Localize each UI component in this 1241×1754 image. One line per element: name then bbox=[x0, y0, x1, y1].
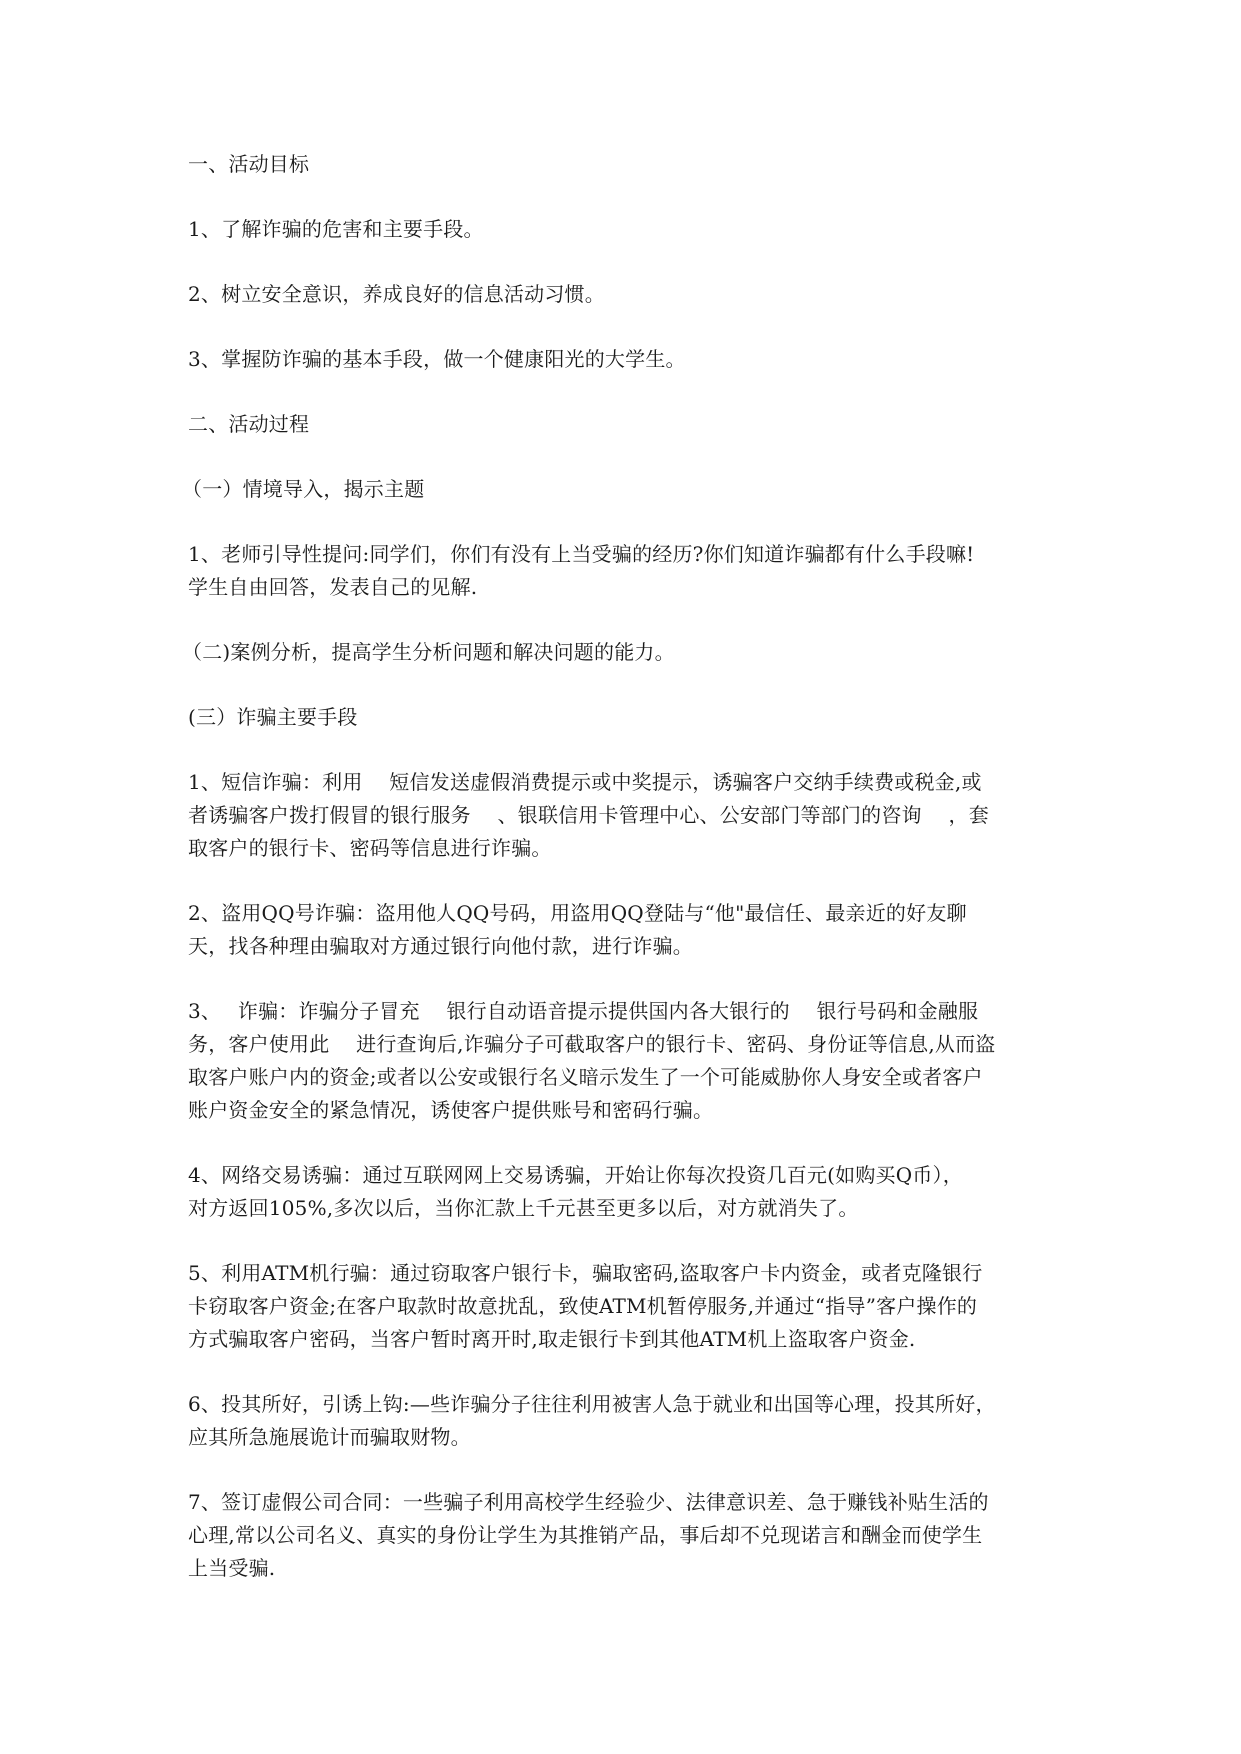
paragraph-line: 学生自由回答，发表自己的见解. bbox=[188, 575, 478, 599]
section-heading-process bbox=[188, 408, 1068, 441]
paragraph-line: 对方返回105%,多次以后，当你汇款上千元甚至更多以后，对方就消失了。 bbox=[188, 1196, 859, 1220]
paragraph-line: 2、盗用QQ号诈骗：盗用他人QQ号码，用盗用QQ登陆与“他"最信任、最亲近的好友聊 bbox=[188, 901, 967, 925]
goal-item-1 bbox=[188, 213, 1068, 246]
subsection-heading-text: （二)案例分析，提高学生分析问题和解决问题的能力。 bbox=[182, 640, 675, 664]
paragraph-line: 方式骗取客户密码，当客户暂时离开时,取走银行卡到其他ATM机上盗取客户资金. bbox=[188, 1327, 916, 1351]
paragraph-line: 6、投其所好，引诱上钩:—些诈骗分子往往利用被害人急于就业和出国等心理，投其所好， bbox=[188, 1392, 996, 1416]
goal-text: 1、了解诈骗的危害和主要手段。 bbox=[188, 217, 484, 241]
fraud-method-6 bbox=[188, 1388, 1068, 1454]
paragraph-line: 务，客户使用此 进行查询后,诈骗分子可截取客户的银行卡、密码、身份证等信息,从而盗 bbox=[188, 1032, 996, 1056]
fraud-method-2 bbox=[188, 897, 1068, 963]
fraud-method-1 bbox=[188, 766, 1068, 865]
paragraph-line: 3、 诈骗：诈骗分子冒充 银行自动语音提示提供国内各大银行的 银行号码和金融服 bbox=[188, 999, 979, 1023]
paragraph-line: 心理,常以公司名义、真实的身份让学生为其推销产品，事后却不兑现诺言和酬金而使学生 bbox=[188, 1523, 983, 1547]
step1-question-paragraph bbox=[188, 538, 1068, 604]
paragraph-line: 4、网络交易诱骗：通过互联网网上交易诱骗，开始让你每次投资几百元(如购买Q币）， bbox=[188, 1163, 963, 1187]
paragraph-line: 取客户账户内的资金;或者以公安或银行名义暗示发生了一个可能威胁你人身安全或者客户 bbox=[188, 1065, 983, 1089]
fraud-method-3 bbox=[188, 995, 1068, 1127]
section-heading-text: 一、活动目标 bbox=[188, 152, 310, 176]
paragraph-line: 取客户的银行卡、密码等信息进行诈骗。 bbox=[188, 836, 552, 860]
paragraph-line: 者诱骗客户拨打假冒的银行服务 、银联信用卡管理中心、公安部门等部门的咨询 ，套 bbox=[188, 803, 989, 827]
goal-text: 2、树立安全意识，养成良好的信息活动习惯。 bbox=[188, 282, 605, 306]
fraud-method-4 bbox=[188, 1159, 1068, 1225]
paragraph-line: 上当受骗. bbox=[188, 1556, 276, 1580]
goal-item-2 bbox=[188, 278, 1068, 311]
section-heading-text: 二、活动过程 bbox=[188, 412, 310, 436]
paragraph-line: 应其所急施展诡计而骗取财物。 bbox=[188, 1425, 471, 1449]
section-heading-goals bbox=[188, 148, 1068, 181]
paragraph-line: 天，找各种理由骗取对方通过银行向他付款，进行诈骗。 bbox=[188, 934, 693, 958]
subsection-heading-2 bbox=[182, 636, 1068, 669]
fraud-method-5 bbox=[188, 1257, 1068, 1356]
paragraph-line: 卡窃取客户资金;在客户取款时故意扰乱，致使ATM机暂停服务,并通过“指导”客户操作的 bbox=[188, 1294, 978, 1318]
goal-item-3 bbox=[188, 343, 1068, 376]
paragraph-line: 1、短信诈骗：利用 短信发送虚假消费提示或中奖提示，诱骗客户交纳手续费或税金,或 bbox=[188, 770, 982, 794]
subsection-heading-3 bbox=[188, 701, 1068, 734]
document-body bbox=[182, 148, 1068, 1617]
subsection-heading-text: (三）诈骗主要手段 bbox=[188, 705, 358, 729]
subsection-heading-text: （一）情境导入，揭示主题 bbox=[182, 477, 425, 501]
paragraph-line: 1、老师引导性提问:同学们，你们有没有上当受骗的经历?你们知道诈骗都有什么手段嘛! bbox=[188, 542, 975, 566]
paragraph-line: 账户资金安全的紧急情况，诱使客户提供账号和密码行骗。 bbox=[188, 1098, 714, 1122]
subsection-heading-1 bbox=[182, 473, 1068, 506]
fraud-method-7 bbox=[188, 1486, 1068, 1585]
goal-text: 3、掌握防诈骗的基本手段，做一个健康阳光的大学生。 bbox=[188, 347, 686, 371]
paragraph-line: 7、签订虚假公司合同：一些骗子利用高校学生经验少、法律意识差、急于赚钱补贴生活的 bbox=[188, 1490, 989, 1514]
paragraph-line: 5、利用ATM机行骗：通过窃取客户银行卡，骗取密码,盗取客户卡内资金，或者克隆银行 bbox=[188, 1261, 983, 1285]
